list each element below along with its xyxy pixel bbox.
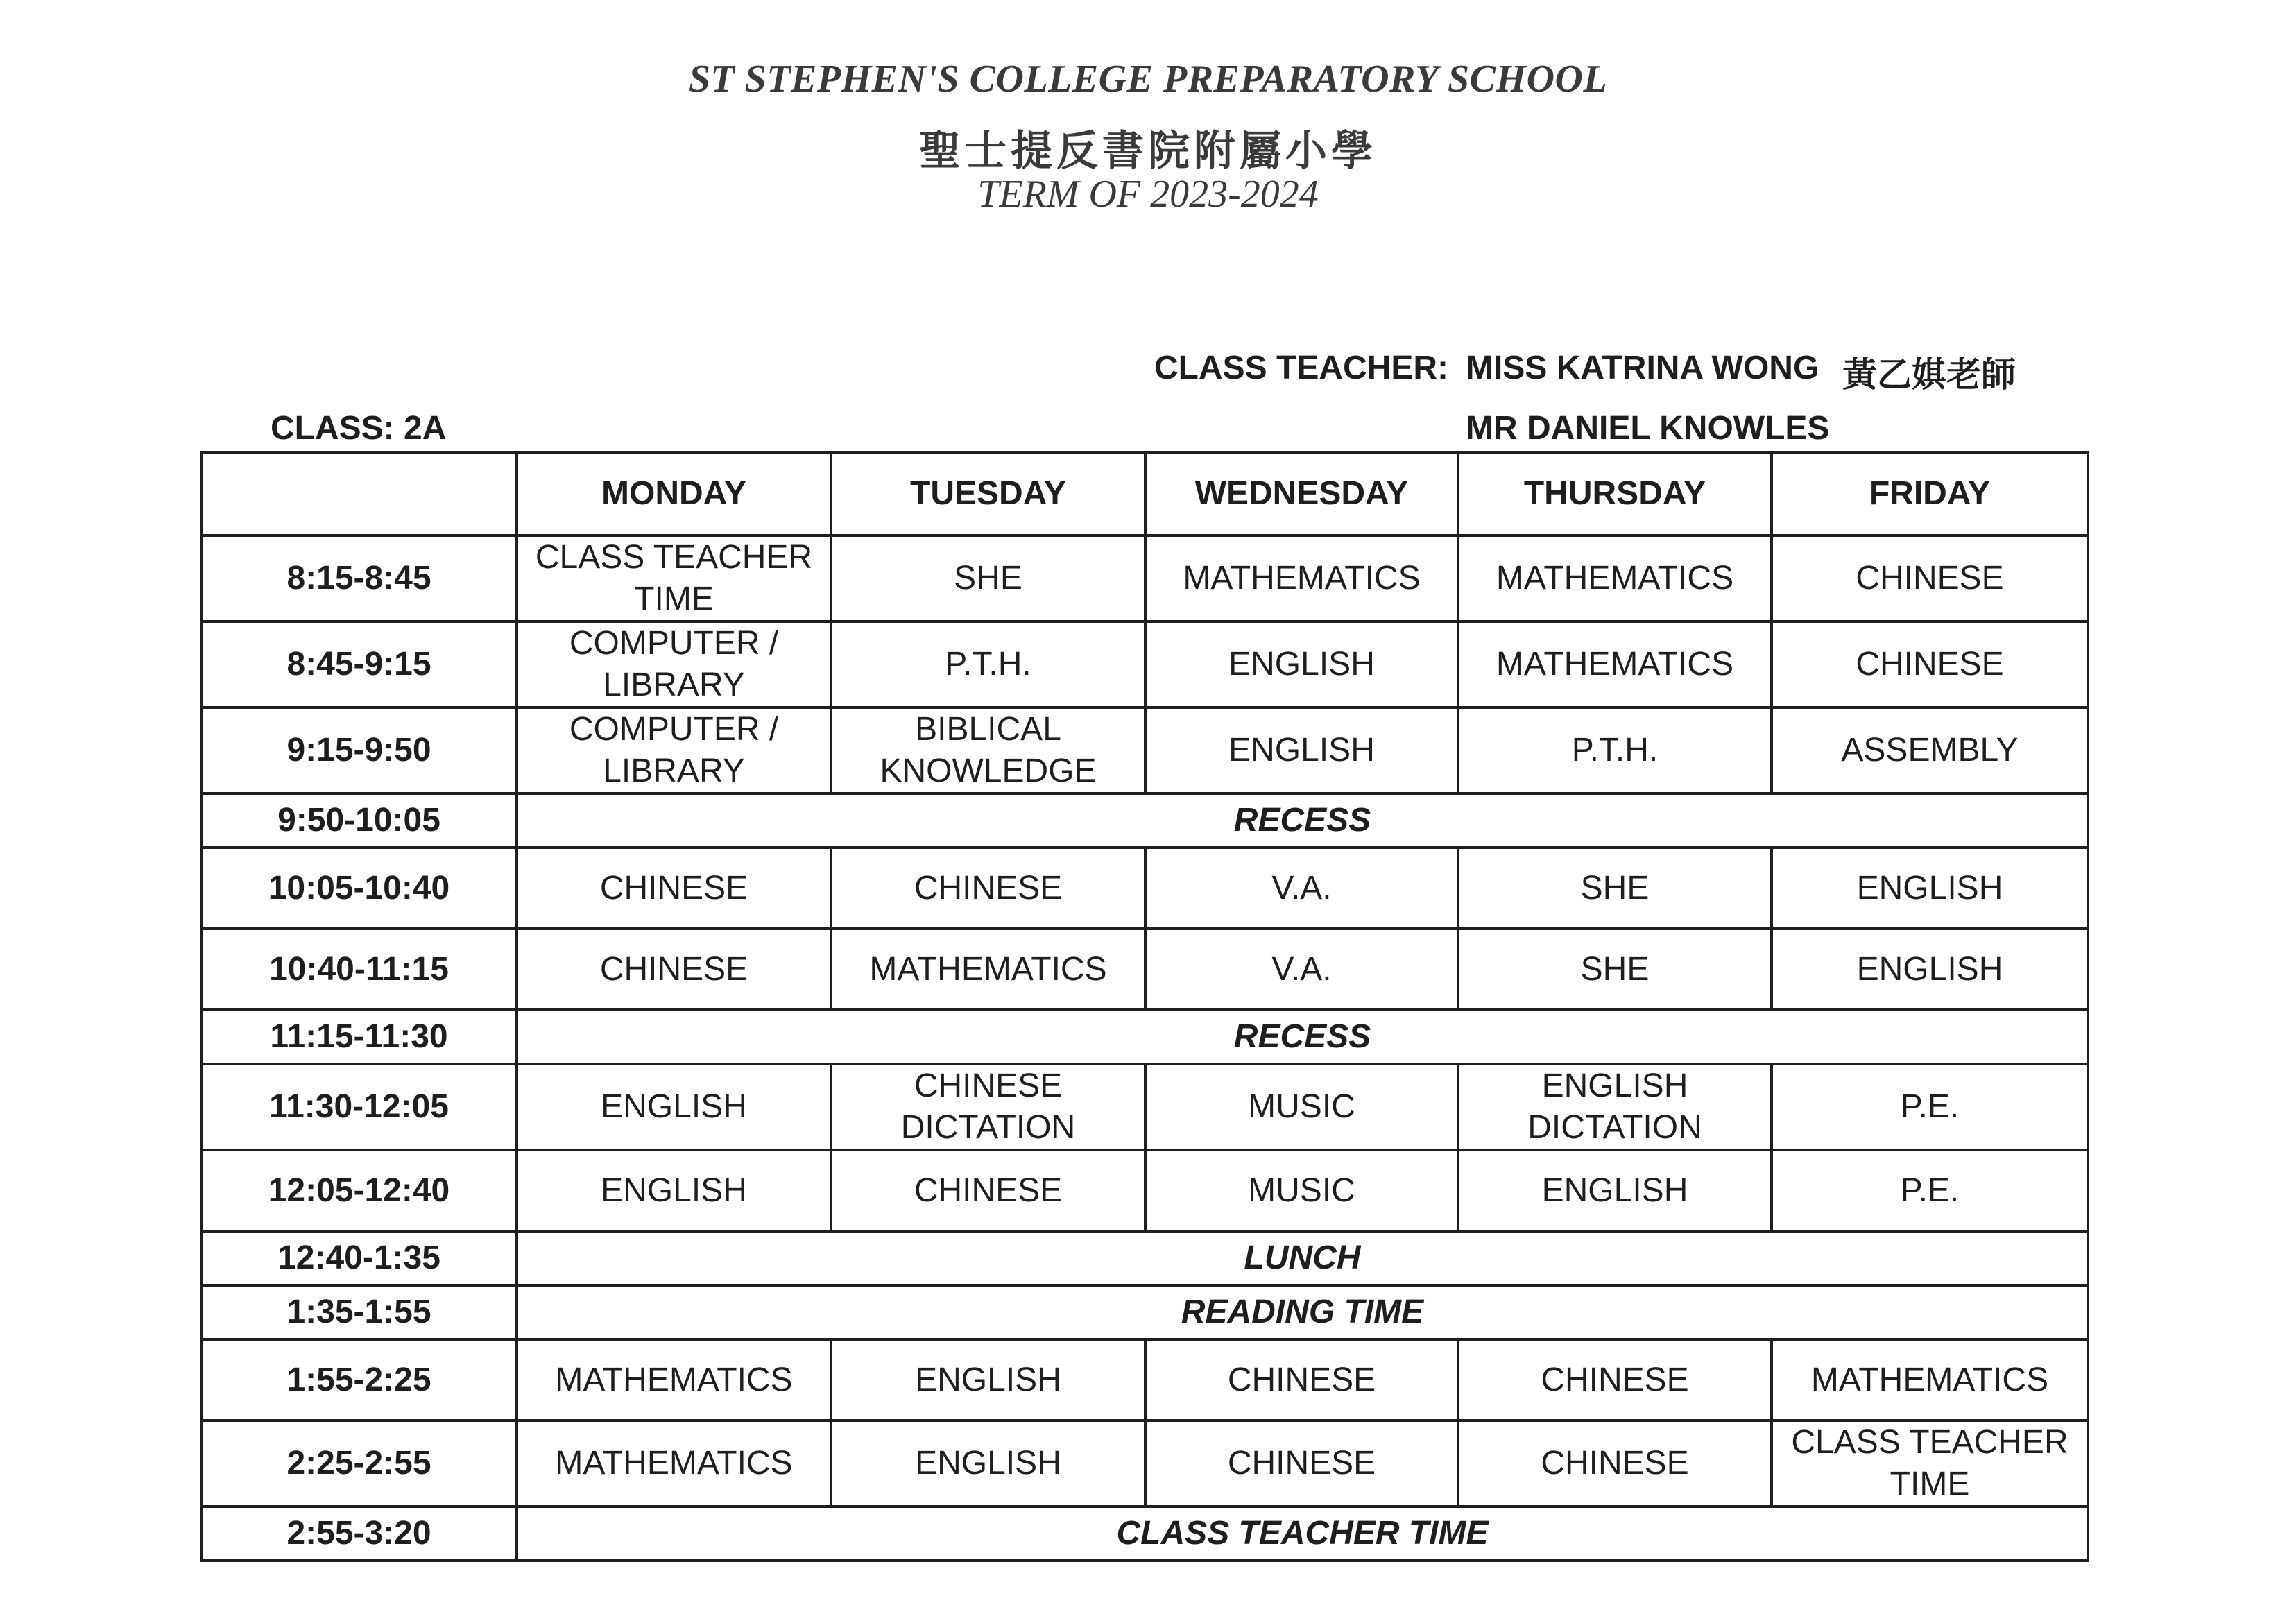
lesson-row [201, 621, 2088, 707]
lesson-cell-wednesday: ENGLISH [1145, 707, 1458, 793]
day-header-monday: MONDAY [517, 452, 831, 535]
lesson-cell-tuesday: MATHEMATICS [831, 929, 1145, 1010]
lesson-cell-tuesday: P.T.H. [831, 621, 1145, 707]
school-name: ST STEPHEN'S COLLEGE PREPARATORY SCHOOL [688, 58, 1608, 101]
lesson-cell-friday: P.E. [1772, 1150, 2088, 1231]
lesson-cell-tuesday: ENGLISH [831, 1339, 1145, 1420]
school-name-chinese: 聖士提反書院附屬小學 [919, 127, 1377, 175]
lesson-cell-friday: ENGLISH [1772, 848, 2088, 929]
day-header-wednesday: WEDNESDAY [1145, 452, 1458, 535]
time-slot-cell: 10:05-10:40 [201, 848, 517, 929]
lesson-cell-monday: COMPUTER / LIBRARY [517, 621, 831, 707]
break-cell: LUNCH [517, 1231, 2088, 1285]
time-slot-cell: 1:35-1:55 [201, 1285, 517, 1339]
lesson-cell-thursday: SHE [1458, 929, 1772, 1010]
break-row [201, 1285, 2088, 1339]
lesson-cell-friday: ASSEMBLY [1772, 707, 2088, 793]
break-cell: RECESS [517, 1010, 2088, 1064]
lesson-cell-monday: COMPUTER / LIBRARY [517, 707, 831, 793]
lesson-cell-monday: ENGLISH [517, 1064, 831, 1150]
lesson-row [201, 1064, 2088, 1150]
lesson-row [201, 1420, 2088, 1506]
lesson-row [201, 535, 2088, 621]
lesson-row [201, 929, 2088, 1010]
lesson-cell-wednesday: ENGLISH [1145, 621, 1458, 707]
lesson-cell-thursday: P.T.H. [1458, 707, 1772, 793]
day-header-friday: FRIDAY [1772, 452, 2088, 535]
lesson-cell-friday: CLASS TEACHER TIME [1772, 1420, 2088, 1506]
time-slot-cell: 9:15-9:50 [201, 707, 517, 793]
time-slot-cell: 2:55-3:20 [201, 1506, 517, 1561]
lesson-row [201, 707, 2088, 793]
time-slot-cell: 9:50-10:05 [201, 793, 517, 848]
lesson-row [201, 1339, 2088, 1420]
day-header-thursday: THURSDAY [1458, 452, 1772, 535]
timetable [200, 451, 2089, 1562]
lesson-cell-thursday: MATHEMATICS [1458, 535, 1772, 621]
lesson-cell-thursday: CHINESE [1458, 1420, 1772, 1506]
lesson-cell-tuesday: SHE [831, 535, 1145, 621]
lesson-cell-wednesday: MUSIC [1145, 1064, 1458, 1150]
time-slot-cell: 10:40-11:15 [201, 929, 517, 1010]
time-slot-cell: 12:05-12:40 [201, 1150, 517, 1231]
break-row [201, 1506, 2088, 1561]
lesson-cell-tuesday: ENGLISH [831, 1420, 1145, 1506]
lesson-cell-tuesday: CHINESE DICTATION [831, 1064, 1145, 1150]
timetable-body [201, 535, 2088, 1561]
time-slot-cell: 11:30-12:05 [201, 1064, 517, 1150]
lesson-cell-thursday: CHINESE [1458, 1339, 1772, 1420]
lesson-cell-wednesday: MATHEMATICS [1145, 535, 1458, 621]
lesson-cell-tuesday: CHINESE [831, 848, 1145, 929]
lesson-cell-monday: CLASS TEACHER TIME [517, 535, 831, 621]
lesson-cell-wednesday: CHINESE [1145, 1339, 1458, 1420]
lesson-cell-friday: P.E. [1772, 1064, 2088, 1150]
lesson-cell-friday: ENGLISH [1772, 929, 2088, 1010]
lesson-cell-friday: CHINESE [1772, 621, 2088, 707]
lesson-cell-friday: MATHEMATICS [1772, 1339, 2088, 1420]
lesson-cell-monday: ENGLISH [517, 1150, 831, 1231]
lesson-cell-wednesday: CHINESE [1145, 1420, 1458, 1506]
break-cell: RECESS [517, 793, 2088, 848]
lesson-cell-tuesday: BIBLICAL KNOWLEDGE [831, 707, 1145, 793]
lesson-cell-tuesday: CHINESE [831, 1150, 1145, 1231]
lesson-cell-monday: MATHEMATICS [517, 1339, 831, 1420]
lesson-cell-friday: CHINESE [1772, 535, 2088, 621]
break-cell: CLASS TEACHER TIME [517, 1506, 2088, 1561]
timetable-header-row [201, 452, 2088, 535]
lesson-cell-thursday: ENGLISH [1458, 1150, 1772, 1231]
break-row [201, 1231, 2088, 1285]
class-teacher-name-1: MISS KATRINA WONG [1466, 350, 1819, 386]
time-slot-cell: 1:55-2:25 [201, 1339, 517, 1420]
time-slot-cell: 11:15-11:30 [201, 1010, 517, 1064]
lesson-cell-monday: CHINESE [517, 929, 831, 1010]
term-title: TERM OF 2023-2024 [977, 173, 1319, 216]
lesson-row [201, 848, 2088, 929]
lesson-cell-thursday: SHE [1458, 848, 1772, 929]
corner-cell [201, 452, 517, 535]
lesson-cell-thursday: MATHEMATICS [1458, 621, 1772, 707]
time-slot-cell: 12:40-1:35 [201, 1231, 517, 1285]
lesson-cell-wednesday: V.A. [1145, 929, 1458, 1010]
time-slot-cell: 8:15-8:45 [201, 535, 517, 621]
lesson-cell-monday: MATHEMATICS [517, 1420, 831, 1506]
lesson-row [201, 1150, 2088, 1231]
class-label: CLASS: 2A [271, 410, 447, 447]
time-slot-cell: 2:25-2:55 [201, 1420, 517, 1506]
class-teacher-name-chinese: 黃乙娸老師 [1842, 354, 2016, 395]
class-teacher-name-2: MR DANIEL KNOWLES [1466, 410, 1830, 447]
lesson-cell-monday: CHINESE [517, 848, 831, 929]
break-row [201, 1010, 2088, 1064]
lesson-cell-thursday: ENGLISH DICTATION [1458, 1064, 1772, 1150]
break-row [201, 793, 2088, 848]
lesson-cell-wednesday: V.A. [1145, 848, 1458, 929]
lesson-cell-wednesday: MUSIC [1145, 1150, 1458, 1231]
class-teacher-label: CLASS TEACHER: [1154, 350, 1449, 386]
break-cell: READING TIME [517, 1285, 2088, 1339]
day-header-tuesday: TUESDAY [831, 452, 1145, 535]
time-slot-cell: 8:45-9:15 [201, 621, 517, 707]
